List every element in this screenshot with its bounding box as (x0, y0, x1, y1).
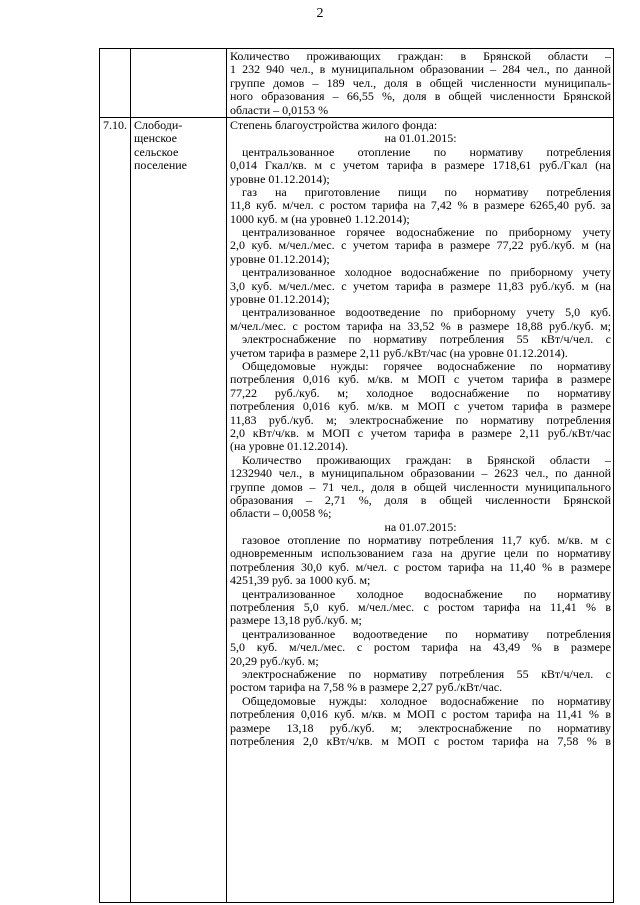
page-number: 2 (316, 6, 324, 21)
text-line: (на уровне 01.12.2014). (230, 440, 349, 454)
text-line: Количество проживающих граждан: в Брянской области – (230, 50, 611, 63)
text-line: м/чел./мес. с ростом тарифа на 33,52 % в размере 18,88 руб./куб. м; (230, 319, 611, 333)
text-line: газ на приготовление пищи по нормативу потребления (242, 185, 611, 199)
text-line: 4251,39 руб. за 1000 куб. м; (230, 574, 371, 588)
text-line: 5,0 куб. м/чел./мес. с ростом тарифа на 43,49 % в размере (230, 641, 611, 655)
description-cell (227, 117, 614, 902)
text-line: размере 13,18 руб./куб. м; электроснабжение по нормативу (230, 721, 611, 735)
settlement-name-line: поселение (134, 159, 188, 173)
text-line: уровне 01.12.2014); (230, 172, 330, 186)
settlement-cell-empty (131, 49, 227, 118)
text-line: уровне 01.12.2014); (230, 252, 330, 266)
row-number: 7.10. (103, 118, 127, 132)
text-line: ного образования – 66,55 %, доля в общей численности Брянской (230, 90, 611, 104)
text-line: потребления 5,0 куб. м/чел./мес. с ростом тарифа на 11,41 % в (230, 601, 611, 615)
text-line: 3,0 куб. м/чел./мес. с учетом тарифа в размере 11,83 руб./куб. м (на (230, 279, 611, 293)
table-row-7-10 (100, 117, 614, 902)
text-line: области – 0,0153 % (230, 103, 329, 117)
text-line: Количество проживающих граждан: в Брянской области – (242, 453, 611, 467)
text-line: 11,83 руб./куб. м; электроснабжение по нормативу потребления (230, 413, 611, 427)
text-line: 0,014 Гкал/кв. м с учетом тарифа в размере 1718,61 руб./Гкал (на (230, 159, 611, 173)
text-line: Общедомовые нужды: холодное водоснабжение по нормативу (242, 694, 611, 708)
text-line: 1000 куб. м (на уровне0 1.12.2014); (230, 212, 410, 226)
text-line: Степень благоустройства жилого фонда: (230, 118, 438, 132)
text-line: Общедомовые нужды: горячее водоснабжение по нормативу (242, 359, 611, 373)
text-line: учетом тарифа в размере 2,11 руб./кВт/час (на уровне 01.12.2014). (230, 346, 568, 360)
text-line: потребления 0,016 куб. м/кв. м МОП с учетом тарифа в размере (230, 400, 611, 414)
text-line: потребления 0,016 куб. м/кв. м МОП с учетом тарифа в размере (230, 373, 611, 387)
text-line: ростом тарифа на 7,58 % в размере 2,27 руб./кВт/час. (230, 681, 503, 695)
text-line: электроснабжение по нормативу потребления 55 кВт/ч/чел. с (242, 667, 611, 681)
document-table (99, 48, 614, 903)
settlement-name-line: щенское (134, 132, 178, 146)
settlement-name-line: сельское (134, 145, 179, 159)
text-line: образования – 2,71 %, доля в общей численности Брянской (230, 493, 611, 507)
text-line: газовое отопление по нормативу потребления 11,7 куб. м/кв. м с (242, 534, 611, 548)
text-line: уровне 01.12.2014); (230, 293, 330, 307)
text-line: централизованное холодное водоснабжение по нормативу (242, 587, 611, 601)
text-line: группе домов – 189 чел., доля в общей численности муниципаль- (230, 76, 611, 90)
row-number-cell-empty (100, 49, 131, 118)
text-line: электроснабжение по нормативу потребления 55 кВт/ч/чел. с (242, 333, 611, 347)
previous-row-text (227, 49, 614, 118)
text-line: потребления 2,0 кВт/ч/кв. м МОП с ростом тарифа на 7,58 % в (230, 734, 611, 748)
text-line: центральзованное отопление по нормативу потребления (242, 145, 611, 159)
text-line: 2,0 кВт/ч/кв. м МОП с учетом тарифа в размере 2,11 руб./кВт/час (230, 426, 611, 440)
text-line: централизованное холодное водоснабжение по приборному учету (242, 266, 611, 280)
text-line: централизованное водоотведение по нормативу потребления (242, 627, 611, 641)
text-line: 20,29 руб./куб. м; (230, 654, 319, 668)
text-line: 1232940 чел., в муниципальном образовании – 2623 чел., по данной (230, 467, 611, 481)
text-line: размере 13,18 руб./куб. м; (230, 614, 362, 628)
text-line: одновременным использованием газа на другие цели по нормативу (230, 547, 611, 561)
text-line: централизованное водоотведение по приборному учету 5,0 куб. (242, 306, 611, 320)
text-line: потребления 0,016 куб. м/кв. м МОП с ростом тарифа на 11,41 % в (230, 708, 611, 722)
text-line: области – 0,0058 %; (230, 507, 332, 521)
text-line: на 01.01.2015: (384, 132, 457, 146)
table-row-previous (100, 49, 614, 118)
settlement-name-line: Слободи- (134, 118, 183, 132)
text-line: группе домов – 71 чел., доля в общей численности муниципального (230, 480, 611, 494)
text-line: 11,8 куб. м/чел. с ростом тарифа на 7,42 % в размере 6265,40 руб. за (230, 199, 611, 213)
row-number-cell (100, 117, 131, 902)
text-line: потребления 30,0 куб. м/чел. с ростом тарифа на 11,40 % в размере (230, 560, 611, 574)
text-line: 77,22 руб./куб. м; холодное водоснабжение по нормативу (230, 386, 611, 400)
text-line: 2,0 куб. м/чел./мес. с учетом тарифа в размере 77,22 руб./куб. м (на (230, 239, 611, 253)
text-line: централизованное горячее водоснабжение по приборному учету (242, 226, 611, 240)
text-line: на 01.07.2015: (384, 520, 457, 534)
text-line: 1 232 940 чел., в муниципальном образовании – 284 чел., по данной (230, 63, 611, 77)
settlement-cell (131, 117, 227, 902)
